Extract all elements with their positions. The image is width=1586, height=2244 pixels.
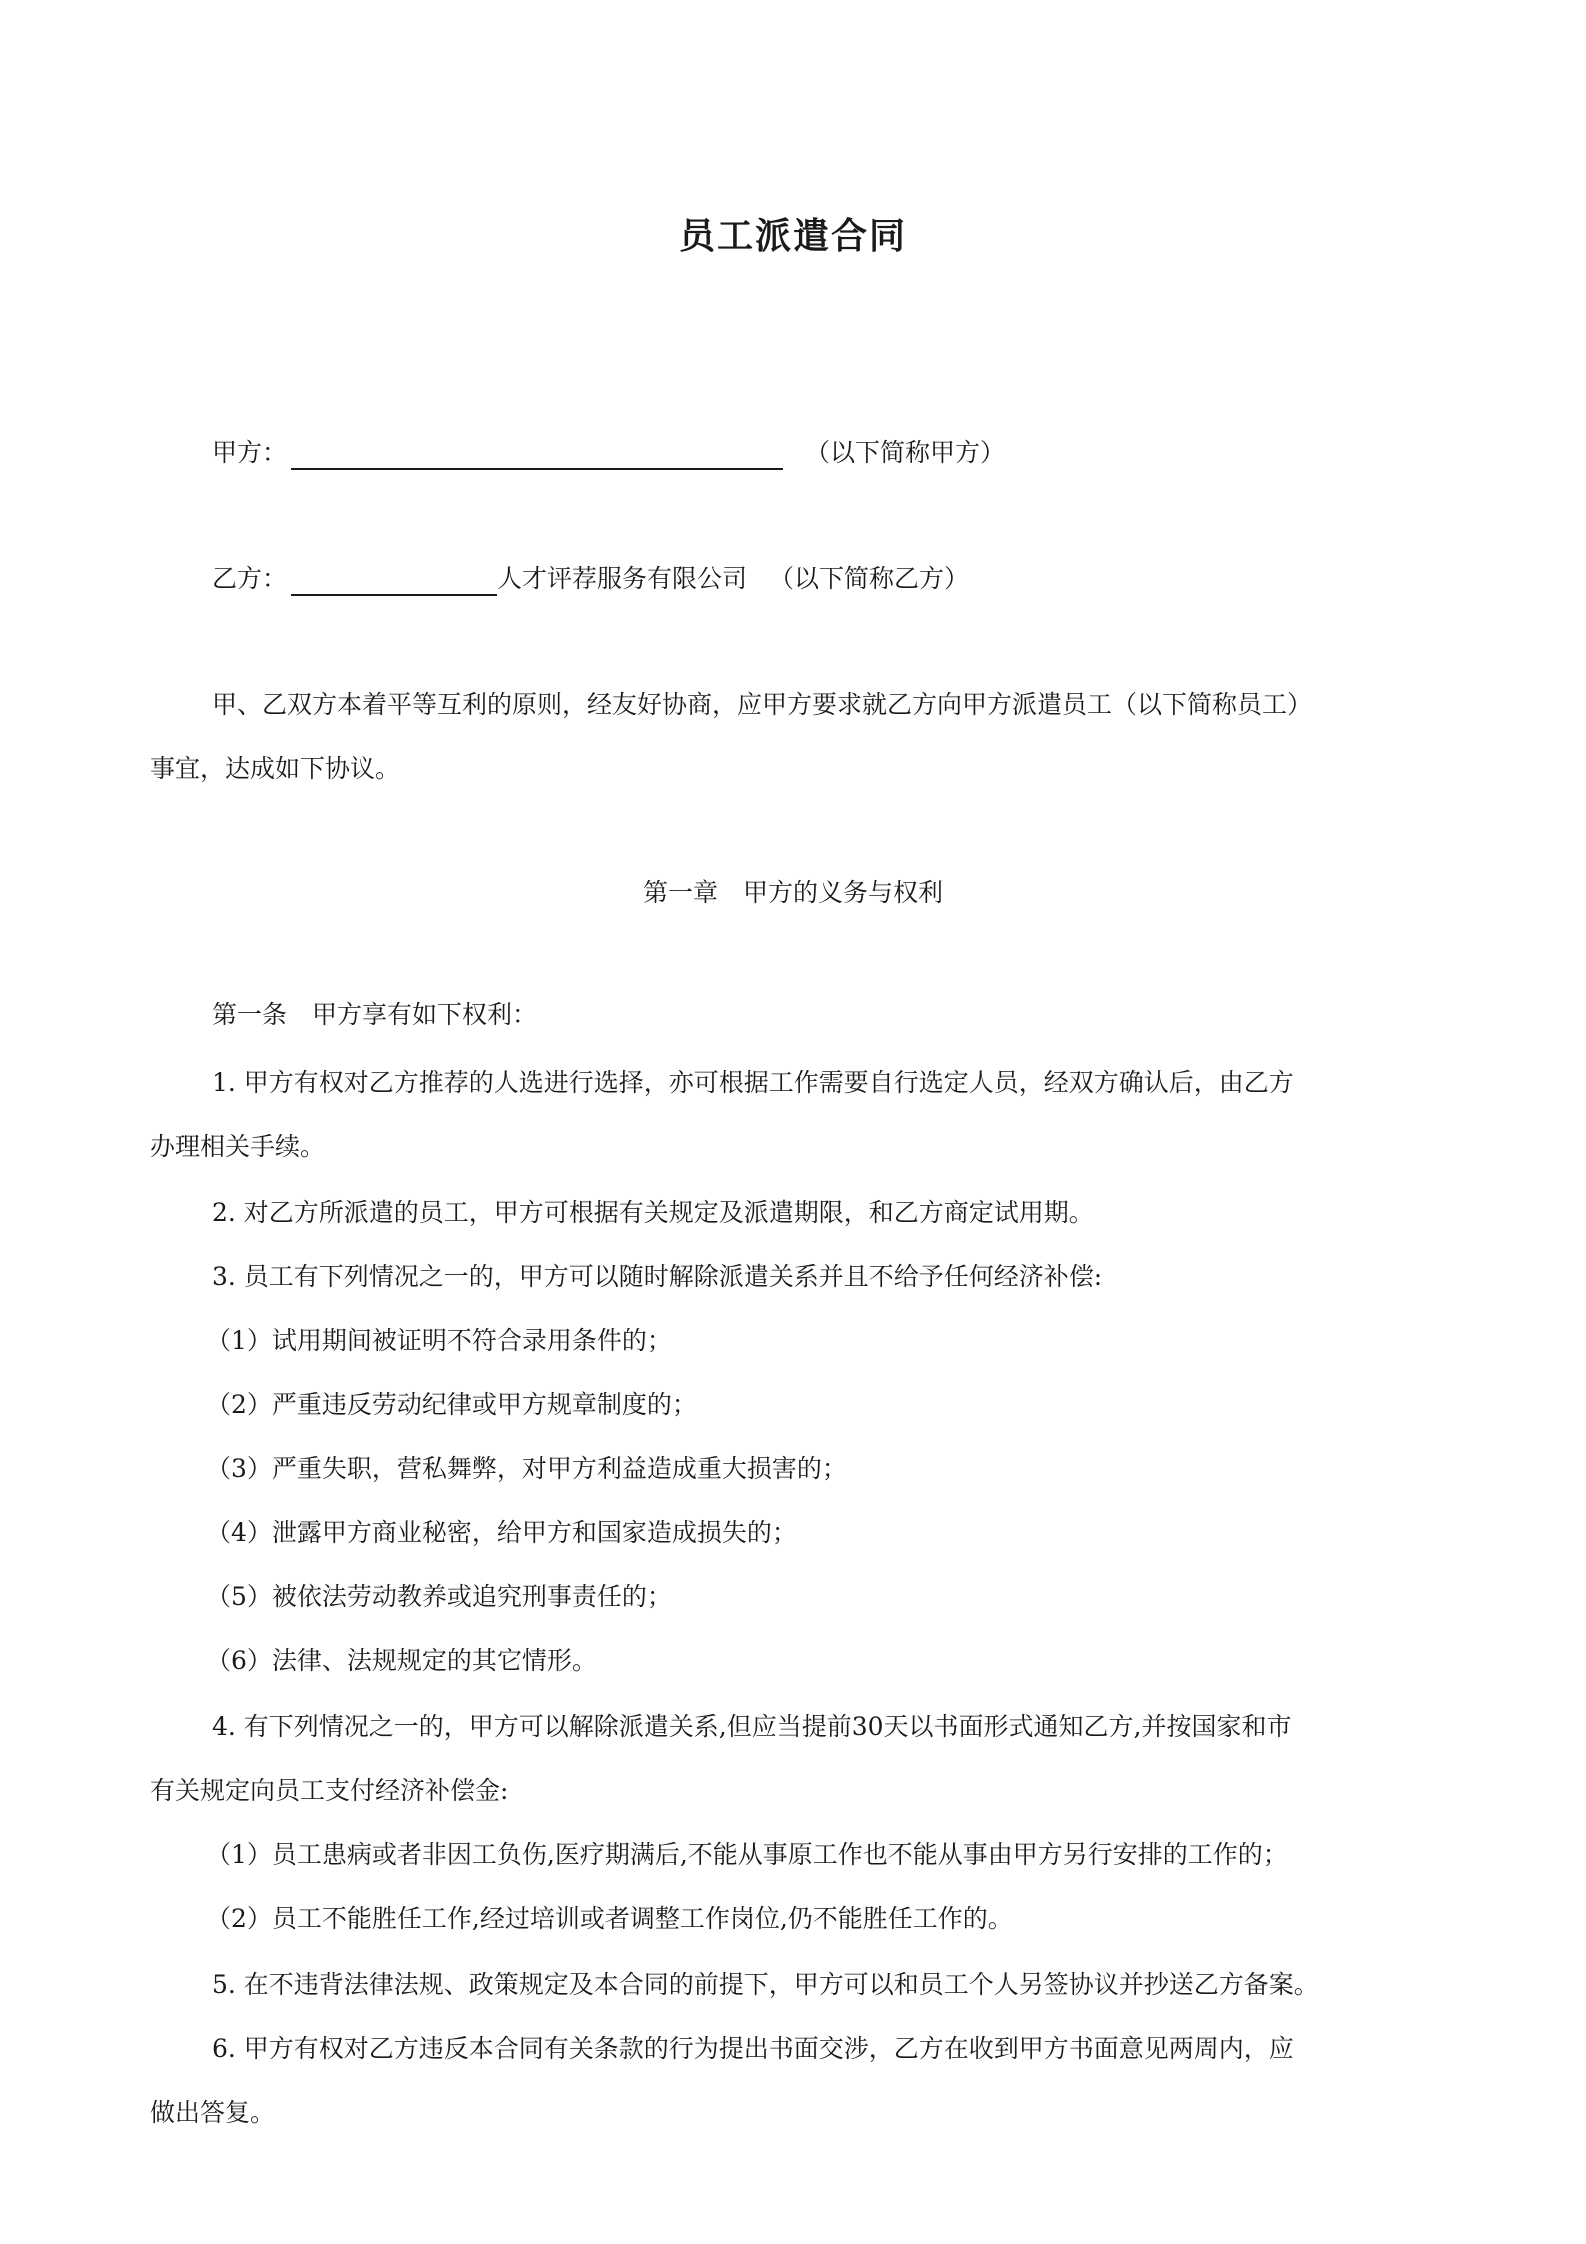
article-1-item-6-line-2: 做出答复。 [150,2098,276,2127]
intro-line-2: 事宜，达成如下协议。 [150,754,401,783]
party-b-line [212,562,969,596]
article-1-item-3-sub-2: （2）严重违反劳动纪律或甲方规章制度的； [206,1390,697,1419]
party-b-note: （以下简称乙方） [769,564,970,593]
party-b-label: 乙方： [212,564,288,593]
article-1-item-3-sub-5: （5）被依法劳动教养或追究刑事责任的； [206,1582,672,1611]
article-1-item-4-line-2: 有关规定向员工支付经济补偿金: [150,1776,509,1805]
article-1-item-5: 5. 在不违背法律法规、政策规定及本合同的前提下，甲方可以和员工个人另签协议并抄送乙方备案。 [212,1970,1319,1999]
article-1-item-6-line-1: 6. 甲方有权对乙方违反本合同有关条款的行为提出书面交涉，乙方在收到甲方书面意见两周内，应 [212,2034,1294,2063]
article-1-item-1-line-2: 办理相关手续。 [150,1132,326,1161]
intro-line-1: 甲、乙双方本着平等互利的原则，经友好协商，应甲方要求就乙方向甲方派遣员工（以下简称员工） [212,690,1313,719]
article-1-item-3-sub-1: （1）试用期间被证明不符合录用条件的； [206,1326,672,1355]
party-a-blank [291,442,783,470]
article-1-item-3: 3. 员工有下列情况之一的，甲方可以随时解除派遣关系并且不给予任何经济补偿: [212,1262,1103,1291]
article-1-item-3-sub-4: （4）泄露甲方商业秘密，给甲方和国家造成损失的； [206,1518,797,1547]
article-1-item-4-sub-1: （1）员工患病或者非因工负伤,医疗期满后,不能从事原工作也不能从事由甲方另行安排的工作的； [206,1840,1288,1869]
document-title: 员工派遣合同 [678,216,907,257]
article-1-item-2: 2. 对乙方所派遣的员工，甲方可根据有关规定及派遣期限，和乙方商定试用期。 [212,1198,1094,1227]
party-b-company: 人才评荐服务有限公司 [497,564,748,593]
party-a-note: （以下简称甲方） [805,438,1006,467]
chapter-1-title: 第一章 甲方的义务与权利 [642,878,943,907]
party-a-line [212,436,1005,470]
article-1-heading: 第一条 甲方享有如下权利： [212,1000,538,1029]
article-1-item-1-line-1: 1. 甲方有权对乙方推荐的人选进行选择，亦可根据工作需要自行选定人员，经双方确认后，由乙方 [212,1068,1294,1097]
party-a-label: 甲方： [212,438,288,467]
party-b-blank [291,568,497,596]
article-1-item-3-sub-3: （3）严重失职，营私舞弊，对甲方利益造成重大损害的； [206,1454,847,1483]
article-1-item-4-line-1: 4. 有下列情况之一的，甲方可以解除派遣关系,但应当提前30天以书面形式通知乙方,并按国家和市 [212,1712,1292,1741]
article-1-item-4-sub-2: （2）员工不能胜任工作,经过培训或者调整工作岗位,仍不能胜任工作的。 [206,1904,1013,1933]
article-1-item-3-sub-6: （6）法律、法规规定的其它情形。 [206,1646,597,1675]
